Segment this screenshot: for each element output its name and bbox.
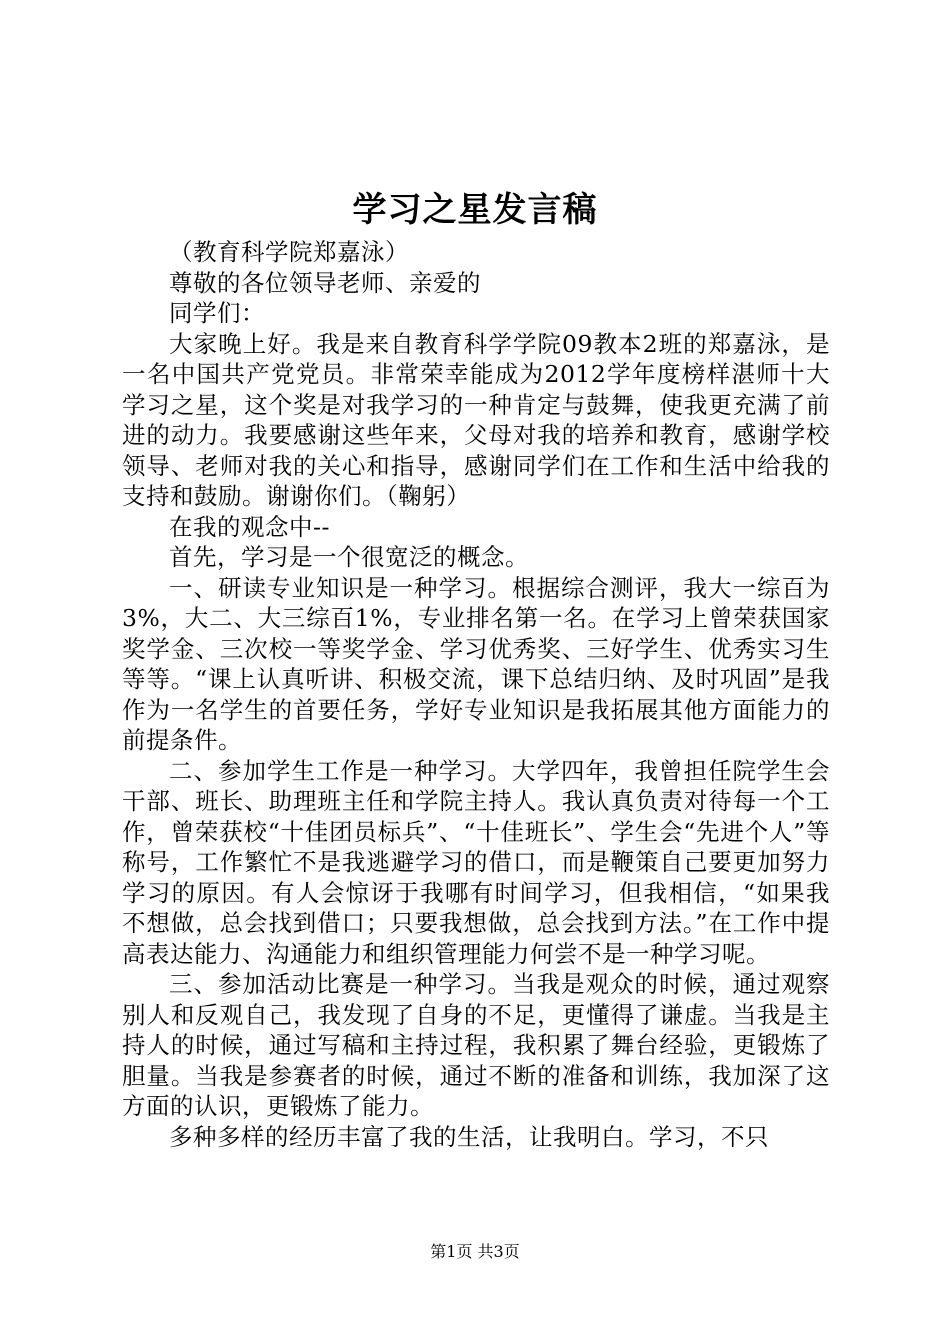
body-paragraph-point-1: 一、研读专业知识是一种学习。根据综合测评，我大一综百为3%，大二、大三综百1%，专业排名第一名。在学习上曾荣获国家奖学金、三次校一等奖学金、学习优秀奖、三好学生、优秀实习生等等。“课上认真听讲、积极交流，课下总结归纳、及时巩固”是我作为一名学生的首要任务，学好专业知识是我拓展其他方面能力的前提条件。 bbox=[122, 573, 830, 754]
document-title: 学习之星发言稿 bbox=[352, 190, 598, 230]
author-line: （教育科学院郑嘉泳） bbox=[169, 238, 409, 266]
body-paragraph-point-3: 三、参加活动比赛是一种学习。当我是观众的时候，通过观察别人和反观自己，我发现了自身的不足，更懂得了谦虚。当我是主持人的时候，通过写稿和主持过程，我积累了舞台经验，更锻炼了胆量。当我是参赛者的时候，通过不断的准备和训练，我加深了这方面的认识，更锻炼了能力。 bbox=[122, 970, 830, 1120]
document-body bbox=[122, 237, 830, 1152]
body-paragraph-greeting: 大家晚上好。我是来自教育科学学院09教本2班的郑嘉泳，是一名中国共产党党员。非常荣幸能成为2012学年度榜样湛师十大学习之星，这个奖是对我学习的一种肯定与鼓舞，使我更充满了前进的动力。我要感谢这些年来，父母对我的培养和教育，感谢学校领导、老师对我的关心和指导，感谢同学们在工作和生活中给我的支持和鼓励。谢谢你们。（鞠躬） bbox=[122, 329, 830, 510]
body-paragraph-point-2: 二、参加学生工作是一种学习。大学四年，我曾担任院学生会干部、班长、助理班主任和学院主持人。我认真负责对待每一个工作，曾荣获校“十佳团员标兵”、“十佳班长”、学生会“先进个人”等称号，工作繁忙不是我逃避学习的借口，而是鞭策自己要更加努力学习的原因。有人会惊讶于我哪有时间学习，但我相信，“如果我不想做，总会找到借口；只要我想做，总会找到方法。”在工作中提高表达能力、沟通能力和组织管理能力何尝不是一种学习呢。 bbox=[122, 756, 830, 968]
salutation-line: 尊敬的各位领导老师、亲爱的 bbox=[169, 268, 481, 297]
page-number-footer: 第1页 共3页 bbox=[430, 1242, 520, 1261]
body-paragraph-summary: 多种多样的经历丰富了我的生活，让我明白。学习，不只 bbox=[169, 1122, 769, 1151]
body-paragraph-first: 首先，学习是一个很宽泛的概念。 bbox=[169, 543, 529, 571]
salutation-line-2: 同学们： bbox=[169, 299, 265, 327]
body-paragraph-concept-intro: 在我的观念中-- bbox=[169, 512, 330, 541]
